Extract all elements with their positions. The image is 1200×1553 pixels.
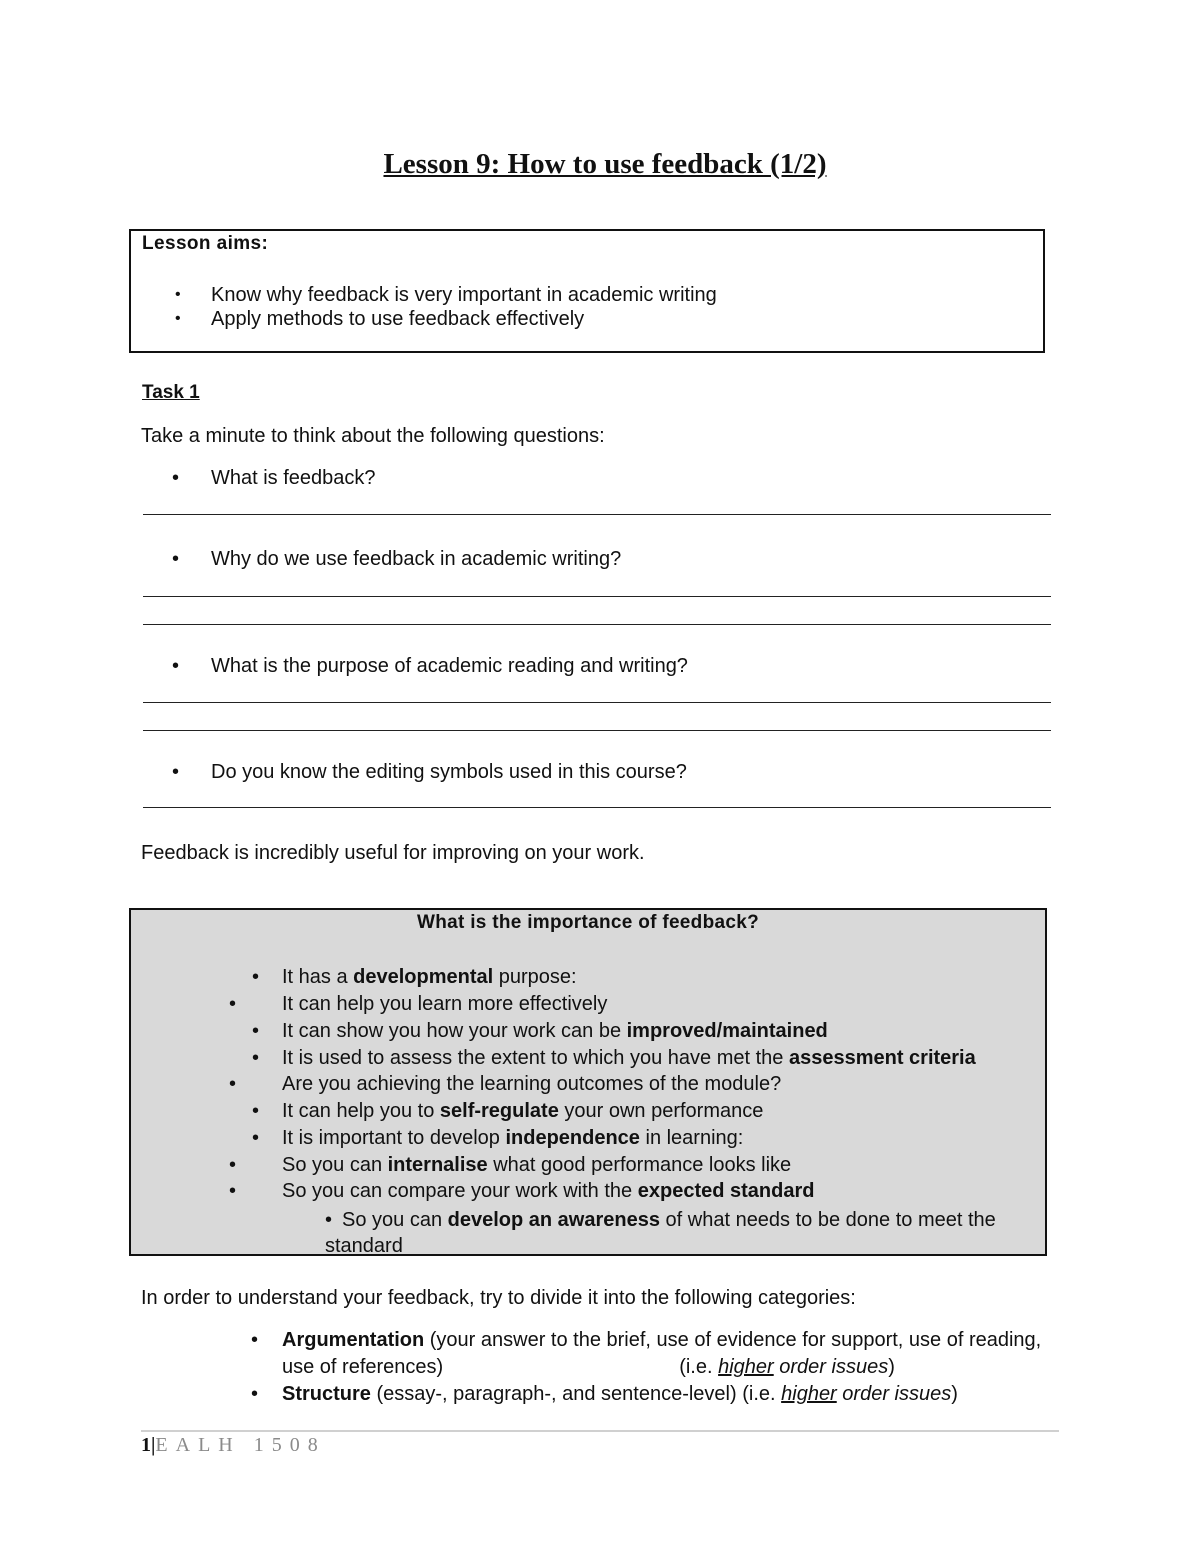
question-item: [0, 548, 1200, 574]
footer-divider: [141, 1430, 1059, 1432]
answer-line[interactable]: [143, 514, 1051, 515]
bullet-icon: •: [229, 1180, 237, 1202]
question-item: [0, 655, 1200, 681]
answer-line[interactable]: [143, 596, 1051, 597]
bullet-icon: •: [251, 1383, 259, 1405]
answer-line[interactable]: [143, 730, 1051, 731]
bullet-icon: •: [172, 548, 180, 570]
answer-line[interactable]: [143, 702, 1051, 703]
bullet-icon: •: [252, 966, 260, 988]
importance-heading: What is the importance of feedback?: [417, 912, 759, 933]
bullet-icon: •: [172, 655, 180, 677]
list-item: [0, 1381, 1200, 1408]
list-item: [0, 1327, 1200, 1381]
bullet-icon: •: [252, 1100, 260, 1122]
page-footer: [141, 1434, 326, 1457]
importance-text: So you can internalise what good performance looks like: [282, 1154, 792, 1176]
importance-text: It can help you learn more effectively: [282, 993, 608, 1015]
page-title: Lesson 9: How to use feedback (1/2): [383, 148, 827, 180]
bullet-icon: •: [252, 1047, 260, 1069]
category-text: Structure (essay-, paragraph-, and sentence-level) (i.e. higher order issues): [282, 1383, 958, 1405]
bullet-icon: •: [252, 1127, 260, 1149]
question-text: What is the purpose of academic reading and writing?: [211, 655, 688, 677]
task-heading: Task 1: [142, 382, 200, 403]
importance-text: It is used to assess the extent to which you have met the assessment criteria: [282, 1047, 976, 1069]
course-code: EALH 1508: [155, 1434, 326, 1456]
bullet-icon: •: [175, 310, 181, 327]
question-text: What is feedback?: [211, 467, 376, 489]
bullet-icon: •: [229, 1154, 237, 1176]
bullet-icon: •: [251, 1329, 259, 1351]
lesson-aims-box: [129, 229, 1045, 353]
bullet-icon: •: [229, 1073, 237, 1095]
importance-text: It can show you how your work can be improved/maintained: [282, 1020, 828, 1042]
importance-text: It is important to develop independence in learning:: [282, 1127, 744, 1149]
bullet-icon: •: [252, 1020, 260, 1042]
answer-line[interactable]: [143, 807, 1051, 808]
importance-text: So you can compare your work with the expected standard: [282, 1180, 815, 1202]
importance-text: Are you achieving the learning outcomes of the module?: [282, 1073, 782, 1095]
importance-box: [129, 908, 1047, 1256]
task-intro: Take a minute to think about the following questions:: [141, 425, 605, 447]
question-item: [0, 761, 1200, 787]
bullet-icon: •: [325, 1209, 333, 1231]
bullet-icon: •: [229, 993, 237, 1015]
question-item: [0, 467, 1200, 493]
bullet-icon: •: [175, 286, 181, 303]
importance-text: It has a developmental purpose:: [282, 966, 577, 988]
bullet-icon: •: [172, 467, 180, 489]
question-text: Why do we use feedback in academic writing?: [211, 548, 622, 570]
page-number: 1: [141, 1434, 151, 1456]
categories-intro: In order to understand your feedback, try to divide it into the following categories:: [141, 1287, 856, 1309]
aim-text: Apply methods to use feedback effectively: [211, 308, 585, 330]
footer-separator: |: [151, 1434, 156, 1456]
importance-sub-item: • So you can develop an awareness of what needs to be done to meet the standard: [325, 1209, 996, 1257]
question-text: Do you know the editing symbols used in this course?: [211, 761, 687, 783]
importance-text: It can help you to self-regulate your own performance: [282, 1100, 764, 1122]
bullet-icon: •: [172, 761, 180, 783]
aim-text: Know why feedback is very important in academic writing: [211, 284, 717, 306]
category-text: Argumentation (your answer to the brief, use of evidence for support, use of reading, use of references) (i.e. higher order issues): [282, 1329, 1042, 1378]
feedback-useful-text: Feedback is incredibly useful for improving on your work.: [141, 842, 645, 864]
answer-line[interactable]: [143, 624, 1051, 625]
lesson-aims-heading: Lesson aims:: [142, 233, 269, 254]
